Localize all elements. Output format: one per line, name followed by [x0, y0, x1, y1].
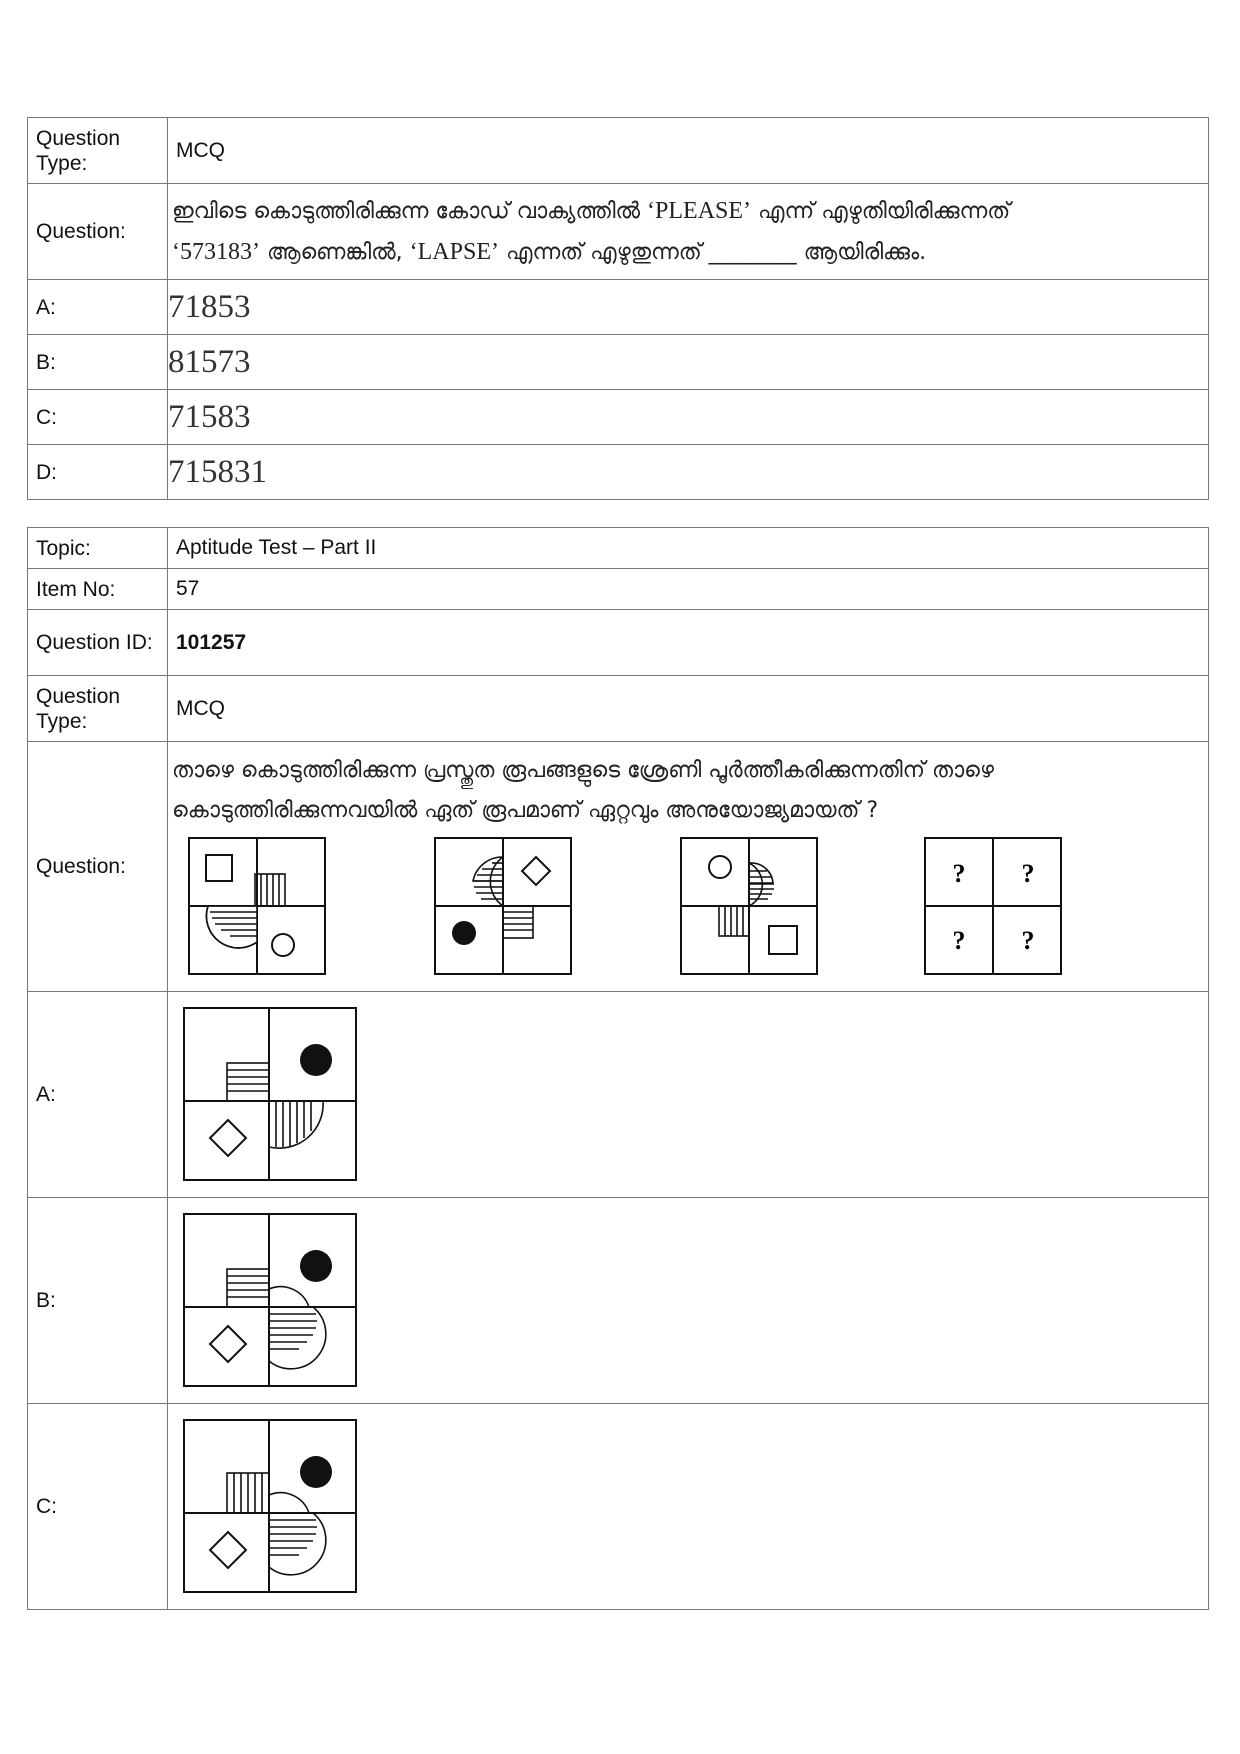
item-no-row [28, 569, 1209, 610]
option-a-figure[interactable] [183, 1007, 359, 1183]
option-figure-cell[interactable] [168, 1404, 1209, 1610]
option-figure-cell[interactable] [168, 992, 1209, 1198]
topic-value: Aptitude Test – Part II [168, 528, 1209, 569]
option-label: B: [28, 335, 168, 390]
option-label: C: [28, 390, 168, 445]
question-code: ‘LAPSE’ [409, 238, 499, 265]
figure-series [168, 837, 1208, 987]
option-value[interactable]: 71853 [168, 280, 1209, 335]
series-figure-2 [434, 837, 574, 977]
question-row [28, 742, 1209, 992]
option-figure-cell[interactable] [168, 1198, 1209, 1404]
option-row-a[interactable] [28, 280, 1209, 335]
question-type-row [28, 118, 1209, 184]
series-figure-1 [188, 837, 328, 977]
question-text: താഴെ കൊടുത്തിരിക്കുന്ന പ്രസ്തുത രൂപങ്ങളുടെ ശ്രേണി പൂർത്തീകരിക്കുന്നതിന് താഴെ കൊടുത്തിരിക്കുന്നവയിൽ ഏത് രൂപമാണ് ഏറ്റവും അനുയോജ്യമായത് ? [172, 757, 994, 823]
item-no-label: Item No: [28, 569, 168, 610]
question-code: ‘573183’ [172, 238, 260, 265]
series-figure-unknown [924, 837, 1064, 977]
topic-row [28, 528, 1209, 569]
option-value[interactable]: 81573 [168, 335, 1209, 390]
option-row-b[interactable] [28, 335, 1209, 390]
question-56-table [27, 117, 1209, 500]
option-label: C: [28, 1404, 168, 1610]
option-value[interactable]: 71583 [168, 390, 1209, 445]
question-label: Question: [28, 184, 168, 280]
question-code: ‘PLEASE’ [647, 197, 752, 224]
question-id-value: 101257 [168, 610, 1209, 676]
option-row-a[interactable] [28, 992, 1209, 1198]
question-text-part: എന്നത് എഴുതുന്നത് ________ ആയിരിക്കും. [505, 239, 927, 265]
option-label: A: [28, 992, 168, 1198]
question-text-part: ഇവിടെ കൊടുത്തിരിക്കുന്ന കോഡ് വാക്യത്തിൽ [172, 198, 648, 224]
topic-label: Topic: [28, 528, 168, 569]
question-text [168, 184, 1209, 280]
question-type-value: MCQ [168, 118, 1209, 184]
unknown-mark: ? [1021, 925, 1035, 955]
question-id-row [28, 610, 1209, 676]
option-row-c[interactable] [28, 390, 1209, 445]
question-type-label: Question Type: [28, 118, 168, 184]
question-id-label: Question ID: [28, 610, 168, 676]
question-text-part: ആണെങ്കിൽ, [266, 239, 410, 265]
option-c-figure[interactable] [183, 1419, 359, 1595]
question-type-row [28, 676, 1209, 742]
option-row-d[interactable] [28, 445, 1209, 500]
series-figure-3 [680, 837, 820, 977]
option-row-c[interactable] [28, 1404, 1209, 1610]
question-type-value: MCQ [168, 676, 1209, 742]
option-label: A: [28, 280, 168, 335]
question-row [28, 184, 1209, 280]
unknown-mark: ? [952, 858, 966, 888]
option-row-b[interactable] [28, 1198, 1209, 1404]
option-label: B: [28, 1198, 168, 1404]
item-no-value: 57 [168, 569, 1209, 610]
question-type-label: Question Type: [28, 676, 168, 742]
option-value[interactable]: 715831 [168, 445, 1209, 500]
question-text-part: എന്ന് എഴുതിയിരിക്കുന്നത് [758, 198, 1011, 224]
question-57-table [27, 527, 1209, 1610]
option-label: D: [28, 445, 168, 500]
unknown-mark: ? [1021, 858, 1035, 888]
question-label: Question: [28, 742, 168, 992]
question-body [168, 742, 1209, 992]
unknown-mark: ? [952, 925, 966, 955]
option-b-figure[interactable] [183, 1213, 359, 1389]
